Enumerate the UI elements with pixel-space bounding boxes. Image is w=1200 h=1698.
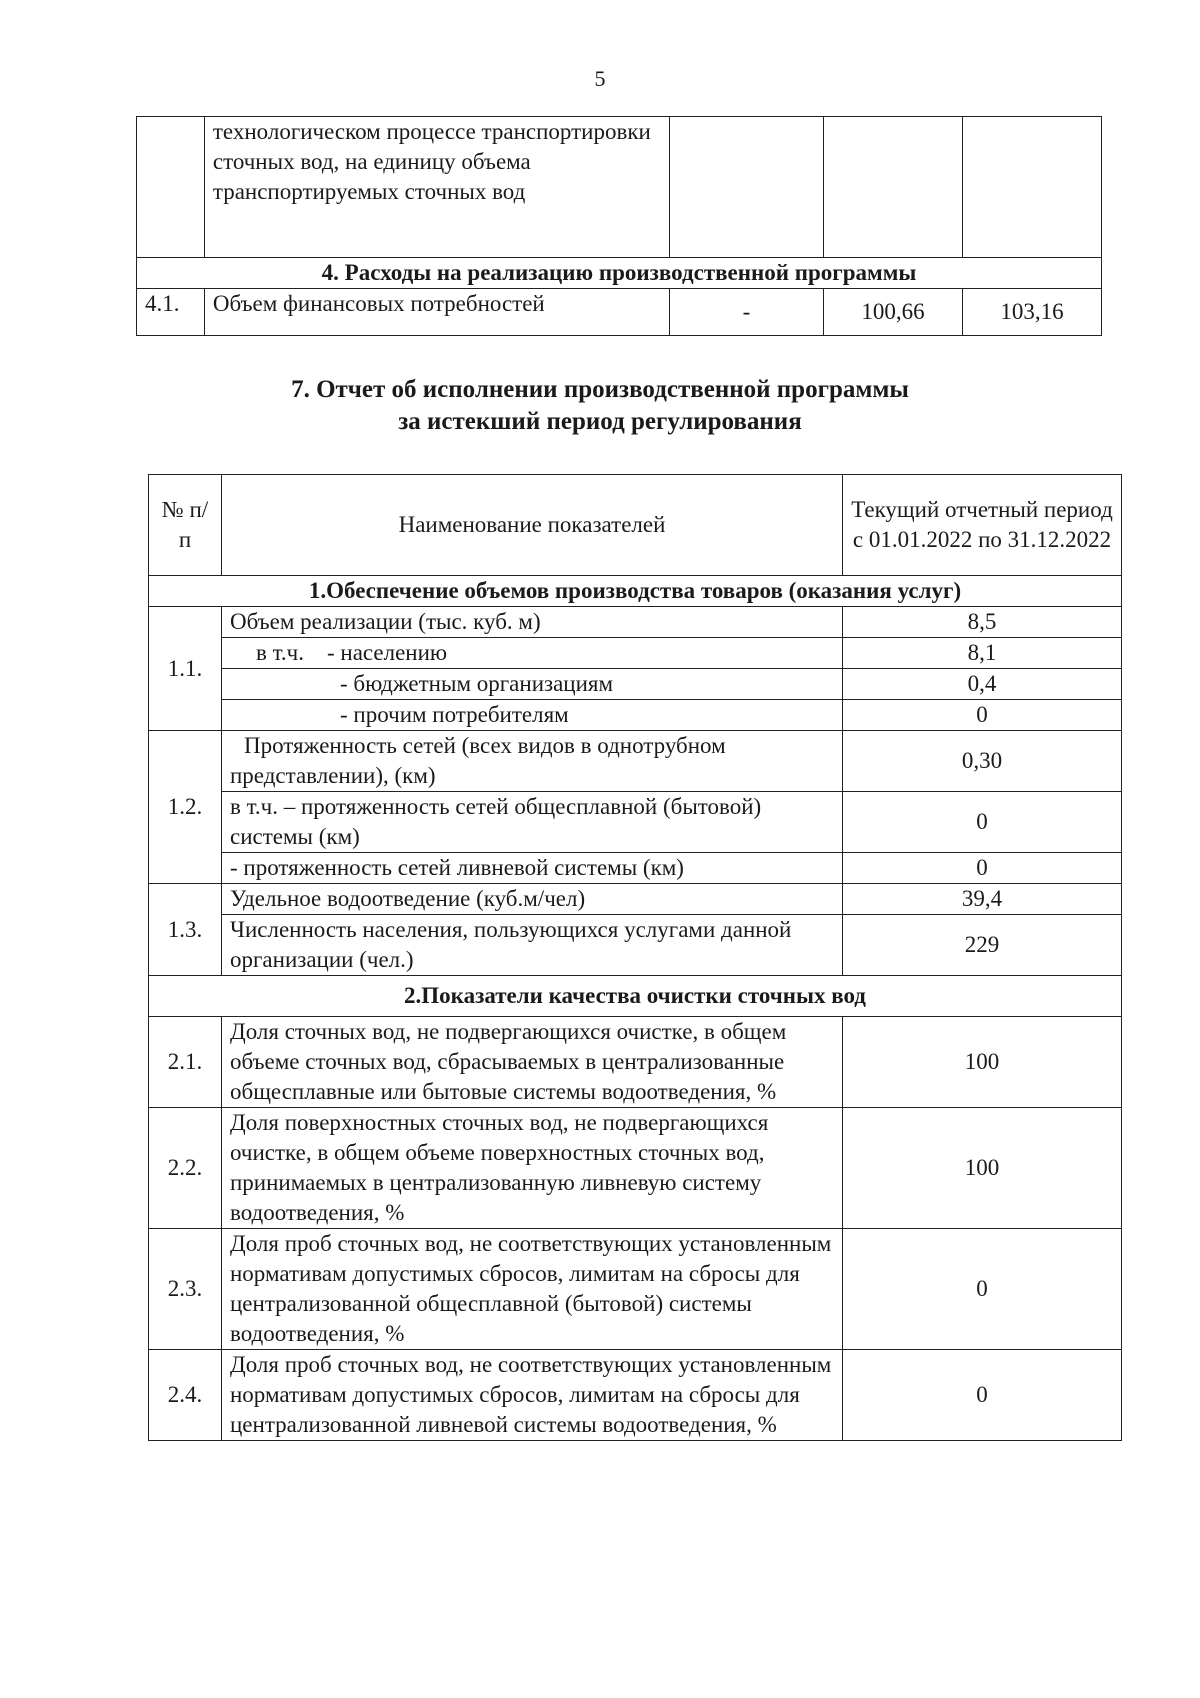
row-number-cell: 1.3. (149, 884, 222, 976)
header-number: № п/п (149, 475, 222, 576)
indicator-name-cell: - прочим потребителям (222, 700, 843, 731)
report-table (148, 474, 1122, 1441)
page-number: 5 (594, 66, 606, 91)
indicator-name-cell: Численность населения, пользующихся услугами данной организации (чел.) (222, 915, 843, 976)
header-period: Текущий отчетный период с 01.01.2022 по 31.12.2022 (843, 475, 1122, 576)
indicator-name-cell: Протяженность сетей (всех видов в однотрубном представлении), (км) (222, 731, 843, 792)
row-number-cell: 1.2. (149, 731, 222, 884)
row-number-cell: 1.1. (149, 607, 222, 731)
table-row (149, 700, 1122, 731)
indicator-name-cell: Объем финансовых потребностей (204, 289, 669, 336)
value-cell: 0,30 (843, 731, 1122, 792)
table-row (149, 792, 1122, 853)
section-1-title: 1.Обеспечение объемов производства товаров (оказания услуг) (149, 576, 1122, 607)
indicator-name-cell: Доля сточных вод, не подвергающихся очистке, в общем объеме сточных вод, сбрасываемых в централизованные общесплавные или бытовые системы водоотведения, % (222, 1017, 843, 1108)
value-cell: 0 (843, 1350, 1122, 1441)
value-cell: 0 (843, 700, 1122, 731)
table-row (149, 915, 1122, 976)
value-cell: 8,1 (843, 638, 1122, 669)
section-4-title: 4. Расходы на реализацию производственной программы (137, 258, 1102, 289)
indicator-name-cell: Объем реализации (тыс. куб. м) (222, 607, 843, 638)
table-row (149, 1229, 1122, 1350)
indicator-name-cell: - бюджетным организациям (222, 669, 843, 700)
table-row (137, 289, 1102, 336)
table-row (149, 638, 1122, 669)
indicator-name-cell: Доля проб сточных вод, не соответствующих установленным нормативам допустимых сбросов, лимитам на сбросы для централизованной общесплавной (бытовой) системы водоотведения, % (222, 1229, 843, 1350)
indicator-name-cell: Доля поверхностных сточных вод, не подвергающихся очистке, в общем объеме поверхностных сточных вод, принимаемых в централизованную ливневую систему водоотведения, % (222, 1108, 843, 1229)
value-cell: 229 (843, 915, 1122, 976)
indicator-name-cell: Доля проб сточных вод, не соответствующих установленным нормативам допустимых сбросов, лимитам на сбросы для централизованной ливневой системы водоотведения, % (222, 1350, 843, 1441)
section-2-title: 2.Показатели качества очистки сточных вод (149, 976, 1122, 1017)
value-cell: 100 (843, 1017, 1122, 1108)
header-row (149, 475, 1122, 576)
value-cell: 100,66 (824, 289, 963, 336)
header-name: Наименование показателей (222, 475, 843, 576)
value-cell: 0 (843, 853, 1122, 884)
indicator-name-cell: Удельное водоотведение (куб.м/чел) (222, 884, 843, 915)
heading-line-2: за истекший период регулирования (398, 408, 802, 435)
value-cell: 100 (843, 1108, 1122, 1229)
table-row (149, 1350, 1122, 1441)
value-cell: 0,4 (843, 669, 1122, 700)
heading-line-1: 7. Отчет об исполнении производственной программы (291, 376, 909, 403)
table-row (149, 1108, 1122, 1229)
value-cell: 0 (843, 792, 1122, 853)
indicator-name-cell: - протяженность сетей ливневой системы (км) (222, 853, 843, 884)
row-number-cell: 2.2. (149, 1108, 222, 1229)
row-number-cell (137, 117, 205, 258)
section-row (149, 576, 1122, 607)
value-cell: 0 (843, 1229, 1122, 1350)
row-number-cell: 2.4. (149, 1350, 222, 1441)
value-cell (669, 117, 823, 258)
row-number-cell: 4.1. (137, 289, 205, 336)
value-cell: 8,5 (843, 607, 1122, 638)
row-number-cell: 2.1. (149, 1017, 222, 1108)
value-cell: 39,4 (843, 884, 1122, 915)
table-row (149, 669, 1122, 700)
value-cell: - (669, 289, 823, 336)
value-cell: 103,16 (963, 289, 1102, 336)
section-row (149, 976, 1122, 1017)
report-heading (0, 374, 1200, 438)
table-row (149, 731, 1122, 792)
row-number-cell: 2.3. (149, 1229, 222, 1350)
production-program-table (136, 116, 1102, 336)
table-row (149, 884, 1122, 915)
table-row (137, 117, 1102, 258)
table-row (149, 1017, 1122, 1108)
indicator-name-cell: в т.ч. – протяженность сетей общесплавной (бытовой) системы (км) (222, 792, 843, 853)
table-row (149, 853, 1122, 884)
indicator-name-cell: в т.ч. - населению (222, 638, 843, 669)
value-cell (963, 117, 1102, 258)
indicator-name-cell: технологическом процессе транспортировки сточных вод, на единицу объема транспортируемых сточных вод (204, 117, 669, 258)
table-row (149, 607, 1122, 638)
value-cell (824, 117, 963, 258)
section-row (137, 258, 1102, 289)
